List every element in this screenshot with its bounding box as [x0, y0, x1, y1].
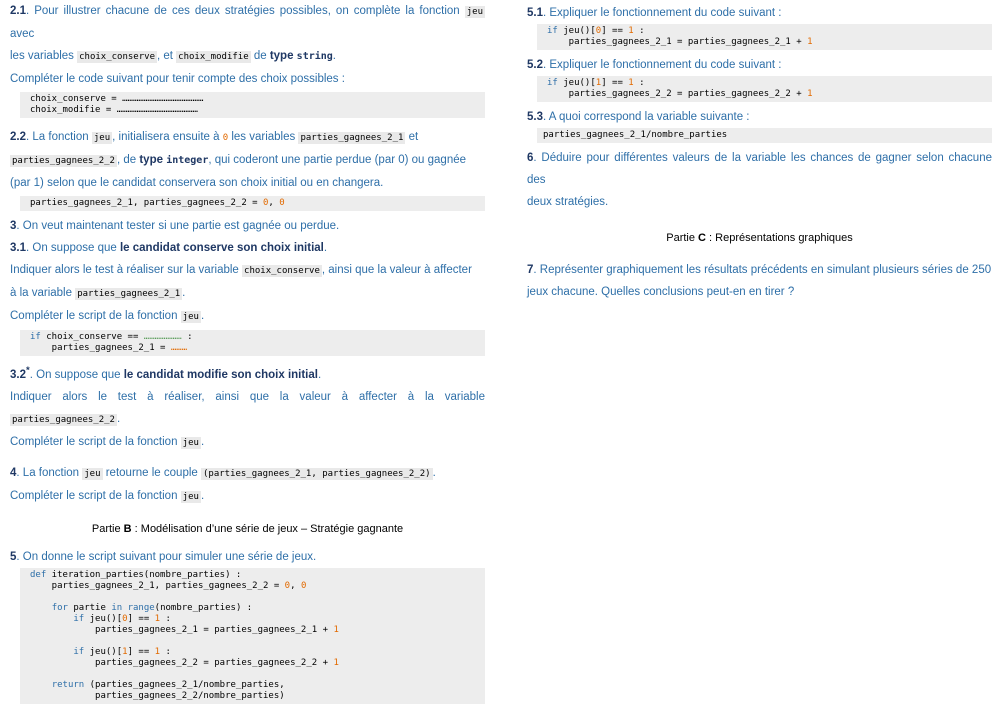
section-number: 5: [10, 550, 17, 563]
code-text: parties_gagnees_2_2 = parties_gagnees_2_2 +: [547, 89, 808, 99]
code-keyword: if: [30, 332, 41, 342]
section-2-1: [10, 0, 485, 118]
text: .: [200, 489, 205, 502]
paragraph: [10, 485, 485, 508]
code-text: :: [633, 26, 645, 36]
keyword: integer: [166, 155, 209, 166]
text: . On veut maintenant tester si une partie est gagnée ou perdue.: [16, 220, 340, 232]
code-text: :: [181, 332, 193, 342]
code-builtin: range: [127, 602, 155, 613]
text: . Expliquer le fonctionnement du code suivant :: [543, 7, 782, 19]
text: . Déduire pour différentes valeurs de la variable les chances de gagner selon chacune des: [527, 152, 992, 186]
section-5-3: [527, 106, 992, 143]
code-text: ,: [290, 580, 301, 591]
text: . On suppose que: [26, 242, 120, 254]
paragraph: [10, 462, 485, 485]
code-number: 1: [333, 624, 339, 635]
code-text: [30, 680, 52, 690]
text: . On suppose que: [29, 368, 124, 381]
code-text: parties_gagnees_2_2 = parties_gagnees_2_2 +: [30, 657, 334, 668]
text: et: [405, 131, 419, 143]
section-3-2: [10, 360, 485, 454]
text: Indiquer alors le test à réaliser sur la variable: [10, 264, 243, 276]
paragraph: [10, 45, 485, 68]
code-text: :: [633, 78, 645, 88]
text: , initialisera ensuite à: [112, 131, 223, 143]
section-5-1: [527, 2, 992, 50]
code-block: [20, 196, 485, 211]
paragraph: jeux chacune. Quelles conclusions peut-en en tirer ?: [527, 286, 795, 298]
text: Compléter le script de la fonction: [10, 435, 181, 448]
inline-code: parties_gagnees_2_1: [77, 289, 181, 299]
text: . Représenter graphiquement les résultats précédents en simulant plusieurs séries de 250: [533, 264, 992, 276]
text: .: [200, 310, 205, 322]
paragraph: [10, 408, 485, 431]
part-letter: B: [123, 522, 132, 535]
text: . Pour illustrer chacune de ces deux stratégies possibles, on complète la fonction: [26, 5, 465, 17]
code-text: iteration_parties(nombre_parties) :: [46, 569, 242, 580]
code-keyword: return: [51, 679, 85, 690]
code-text: ,: [268, 198, 280, 208]
paragraph: [527, 2, 992, 24]
inline-code: 0: [222, 133, 229, 143]
code-number: 1: [628, 26, 634, 36]
code-block: [537, 128, 992, 143]
text: . Expliquer le fonctionnement du code suivant :: [543, 59, 782, 71]
text: de: [250, 50, 270, 62]
section-number: 6: [527, 152, 534, 164]
code-block: [20, 92, 485, 118]
code-keyword: if: [73, 613, 85, 624]
text: .: [182, 287, 186, 299]
code-text: jeu()[: [557, 26, 596, 36]
code-number: 1: [807, 37, 813, 47]
paragraph: [10, 259, 485, 282]
text: .: [332, 50, 336, 62]
keyword: type: [269, 50, 294, 62]
inline-code: jeu: [182, 312, 199, 322]
inline-code: jeu: [84, 468, 101, 479]
code-keyword: def: [30, 569, 47, 580]
text: Compléter le script de la fonction: [10, 310, 181, 322]
text: , et: [156, 50, 177, 62]
code-number: 0: [279, 198, 285, 208]
code-text: (nombre_parties) :: [154, 602, 253, 613]
star-marker: *: [26, 365, 30, 376]
section-number: 5.2: [527, 59, 543, 71]
text: les variables: [228, 131, 299, 143]
code-number: 0: [263, 198, 269, 208]
blank-dots: …………………: [143, 332, 182, 342]
section-number: 7: [527, 264, 534, 276]
code-text: :: [160, 613, 171, 624]
keyword: string: [296, 51, 333, 62]
text: . A quoi correspond la variable suivante :: [543, 111, 750, 123]
paragraph: [10, 282, 485, 305]
text: : Modélisation d’une série de jeux – Stratégie gagnante: [131, 522, 404, 535]
paragraph: [10, 546, 485, 568]
code-keyword: if: [547, 78, 558, 88]
code-number: 1: [807, 89, 813, 99]
paragraph: [10, 126, 485, 149]
text: Partie: [91, 522, 124, 535]
inline-code: jeu: [466, 7, 483, 17]
inline-code: parties_gagnees_2_1: [300, 133, 404, 143]
inline-code: jeu: [182, 491, 199, 502]
code-text: ] ==: [127, 613, 155, 624]
left-column: [10, 0, 485, 708]
code-text: parties_gagnees_2_1 = parties_gagnees_2_1 +: [547, 37, 808, 47]
code-text: [30, 614, 73, 624]
code-number: 1: [122, 646, 128, 657]
part-b-heading: [10, 518, 485, 540]
section-3: [10, 215, 485, 237]
code-text: choix_conserve =: [30, 94, 123, 104]
inline-code: parties_gagnees_2_2: [12, 156, 115, 166]
inline-code: choix_conserve: [79, 52, 155, 62]
section-number: 3.2: [10, 368, 26, 381]
inline-code: choix_modifie: [178, 52, 249, 62]
part-letter: C: [698, 232, 706, 244]
code-number: 0: [284, 580, 291, 591]
code-number: 0: [122, 613, 128, 624]
code-number: 1: [595, 78, 602, 88]
section-number: 5.1: [527, 7, 543, 19]
text: , de: [116, 154, 140, 166]
code-number: 1: [628, 78, 634, 88]
section-3-1: [10, 237, 485, 356]
paragraph: [10, 215, 485, 237]
text: avec: [10, 28, 35, 40]
code-number: 0: [595, 26, 602, 36]
blank-dots: ………………………………………: [122, 94, 204, 104]
paragraph: [527, 106, 992, 128]
text: , ainsi que la valeur à affecter: [321, 264, 472, 276]
section-number: 2.2: [10, 131, 26, 143]
code-text: parties_gagnees_2_1/nombre_parties: [543, 130, 728, 140]
paragraph: (par 1) selon que le candidat conservera son choix initial ou en changera.: [10, 177, 384, 189]
section-number: 4: [10, 466, 17, 479]
text: à la variable: [10, 287, 76, 299]
code-text: parties_gagnees_2_1, parties_gagnees_2_2 =: [30, 580, 285, 591]
code-text: (parties_gagnees_2_1/nombre_parties,: [84, 679, 285, 690]
paragraph: [10, 237, 485, 259]
code-number: 1: [154, 646, 161, 657]
inline-code: (parties_gagnees_2_1, parties_gagnees_2_2): [202, 468, 431, 479]
text: . La fonction: [26, 131, 92, 143]
section-number: 2.1: [10, 5, 26, 17]
code-text: jeu()[: [84, 646, 123, 657]
code-text: parties_gagnees_2_1 =: [30, 343, 171, 353]
inline-code: jeu: [182, 437, 199, 448]
code-text: ] ==: [601, 78, 629, 88]
code-block: [537, 76, 992, 102]
paragraph: [527, 259, 992, 281]
code-number: 1: [154, 613, 161, 624]
emphasis: le candidat conserve son choix initial: [119, 242, 324, 254]
section-number: 3: [10, 220, 17, 232]
inline-code: choix_conserve: [244, 266, 320, 276]
inline-code: jeu: [93, 133, 111, 143]
paragraph: [527, 54, 992, 76]
code-keyword: if: [73, 646, 85, 657]
code-block: [537, 24, 992, 50]
text: . La fonction: [16, 466, 83, 479]
text: .: [432, 466, 436, 479]
blank-dots: ………………………………………: [116, 105, 198, 115]
code-keyword: if: [547, 26, 558, 36]
code-text: :: [160, 646, 171, 657]
paragraph: deux stratégies.: [527, 196, 609, 208]
code-text: jeu()[: [557, 78, 596, 88]
code-number: 1: [333, 657, 339, 668]
section-number: 5.3: [527, 111, 543, 123]
text: .: [323, 242, 328, 254]
text: Compléter le script de la fonction: [10, 489, 181, 502]
code-text: ] ==: [601, 26, 629, 36]
code-text: parties_gagnees_2_2/nombre_parties): [30, 690, 285, 701]
section-2-2: [10, 126, 485, 211]
code-text: parties_gagnees_2_1, parties_gagnees_2_2 =: [30, 198, 263, 208]
code-text: [30, 603, 52, 613]
text: , qui coderont une partie perdue (par 0) ou gagnée: [208, 154, 467, 166]
blank-dots: ………: [170, 343, 188, 353]
inline-code: parties_gagnees_2_2: [12, 414, 115, 425]
paragraph: [10, 360, 485, 386]
text: . On donne le script suivant pour simuler une série de jeux.: [16, 550, 317, 563]
section-6: [527, 147, 992, 213]
paragraph: [527, 147, 992, 191]
text: : Représentations graphiques: [705, 232, 853, 244]
text: les variables: [10, 50, 78, 62]
text: retourne le couple: [102, 466, 201, 479]
code-number: 0: [300, 580, 307, 591]
code-text: jeu()[: [84, 613, 123, 624]
section-number: 3.1: [10, 242, 26, 254]
section-5-2: [527, 54, 992, 102]
code-block: [20, 330, 485, 356]
code-text: ] ==: [127, 646, 155, 657]
paragraph: Indiquer alors le test à réaliser, ainsi que la valeur à affecter à la variable: [10, 390, 485, 403]
keyword: type: [139, 154, 163, 166]
code-text: partie: [67, 602, 112, 613]
section-5: [10, 546, 485, 704]
code-text: choix_modifie =: [30, 105, 117, 115]
paragraph: Compléter le code suivant pour tenir compte des choix possibles :: [10, 73, 345, 85]
right-column: [527, 0, 992, 303]
code-block: [20, 568, 485, 704]
section-7: [527, 259, 992, 303]
text: .: [116, 412, 121, 425]
text: .: [200, 435, 205, 448]
part-c-heading: [527, 227, 992, 249]
code-text: [30, 647, 73, 657]
paragraph: [10, 305, 485, 328]
emphasis: le candidat modifie son choix initial: [123, 368, 318, 381]
code-text: choix_conserve ==: [40, 332, 144, 342]
paragraph: [10, 431, 485, 454]
section-4: [10, 462, 485, 508]
text: .: [317, 368, 322, 381]
paragraph: [10, 0, 485, 45]
text: Partie: [666, 232, 699, 244]
code-keyword: for: [51, 602, 68, 613]
paragraph: [10, 149, 485, 172]
code-keyword: in: [111, 602, 123, 613]
code-text: parties_gagnees_2_1 = parties_gagnees_2_1 +: [30, 624, 334, 635]
